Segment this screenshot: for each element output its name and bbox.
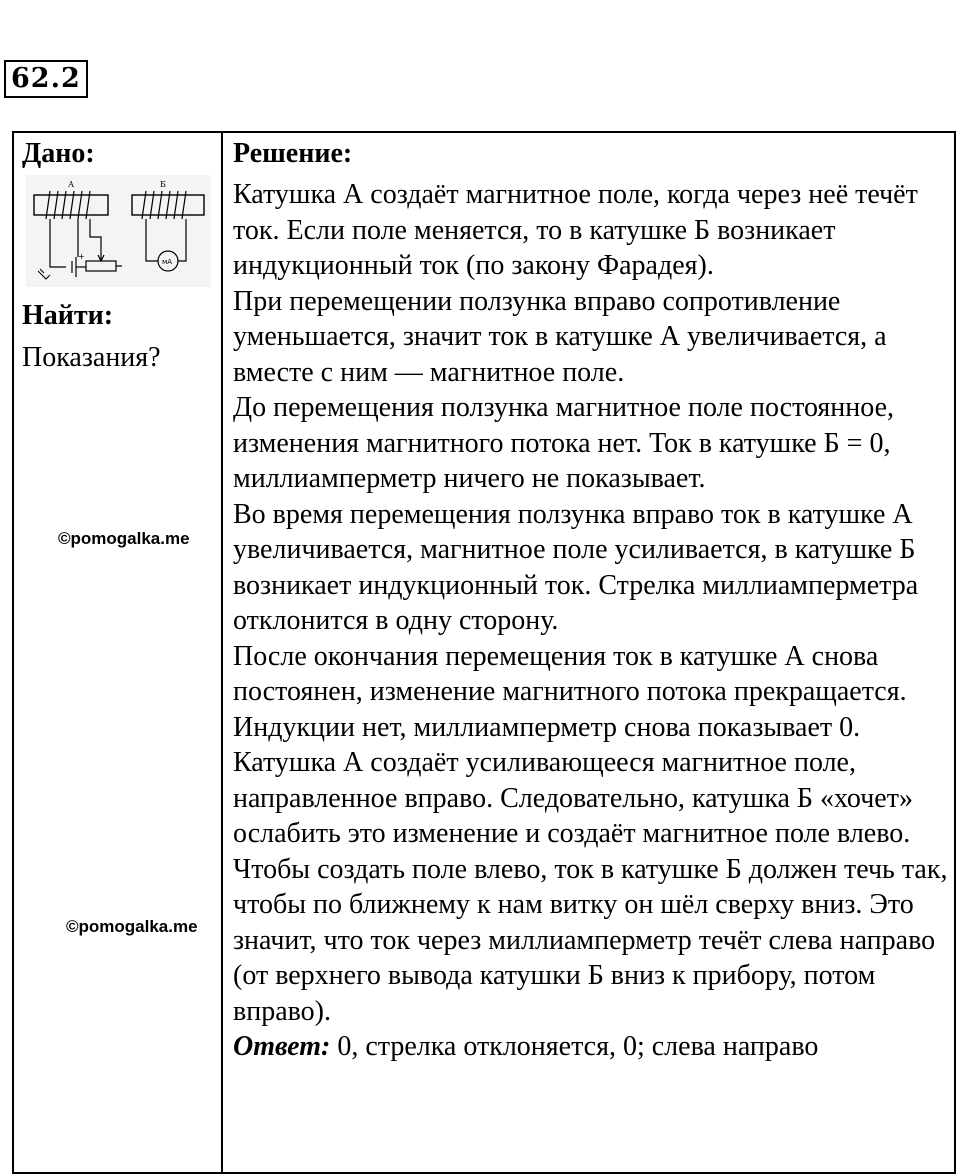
- answer-line: [233, 1029, 949, 1065]
- find-value: Показания?: [22, 342, 161, 373]
- battery-plus: +: [78, 252, 85, 261]
- coil-b-label: Б: [160, 180, 166, 189]
- solution-column: [223, 133, 954, 1172]
- answer-label: Ответ:: [233, 1031, 331, 1062]
- solution-paragraph: После окончания перемещения ток в катушке А снова постоянен, изменение магнитного потока прекращается. Индукции нет, миллиамперметр снова показывает 0.: [233, 640, 907, 743]
- watermark: ©pomogalka.me: [66, 917, 198, 936]
- solution-table: [12, 131, 956, 1174]
- solution-text: [233, 177, 949, 1065]
- circuit-diagram: [26, 175, 211, 287]
- answer-text: 0, стрелка отклоняется, 0; слева направо: [330, 1031, 819, 1062]
- solution-paragraph: Катушка А создаёт магнитное поле, когда через неё течёт ток. Если поле меняется, то в катушке Б возникает индукционный ток (по закону Фарадея).: [233, 179, 918, 281]
- given-column: [14, 133, 221, 1172]
- task-number: 62.2: [4, 60, 88, 98]
- find-label: Найти:: [22, 300, 114, 331]
- ammeter-label: мА: [162, 258, 173, 266]
- solution-paragraph: При перемещении ползунка вправо сопротивление уменьшается, значит ток в катушке А увеличивается, а вместе с ним — магнитное поле.: [233, 285, 887, 388]
- watermark: ©pomogalka.me: [58, 529, 190, 548]
- coil-a-label: А: [68, 180, 75, 189]
- solution-paragraph: Катушка А создаёт усиливающееся магнитное поле, направленное вправо. Следовательно, катушка Б «хочет» ослабить это изменение и создаёт магнитное поле влево. Чтобы создать поле влево, ток в катушке Б должен течь так, чтобы по ближнему к нам витку он шёл сверху вниз. Это значит, что ток через миллиамперметр течёт слева направо (от верхнего вывода катушки Б вниз к прибору, потом вправо).: [233, 747, 948, 1027]
- given-label: Дано:: [22, 138, 95, 169]
- solution-paragraph: Во время перемещения ползунка вправо ток в катушке А увеличивается, магнитное поле усиливается, в катушке Б возникает индукционный ток. Стрелка миллиамперметра отклонится в одну сторону.: [233, 498, 919, 636]
- solution-label: Решение:: [233, 138, 353, 169]
- solution-paragraph: До перемещения ползунка магнитное поле постоянное, изменения магнитного потока нет. Ток в катушке Б = 0, миллиамперметр ничего не показывает.: [233, 392, 895, 494]
